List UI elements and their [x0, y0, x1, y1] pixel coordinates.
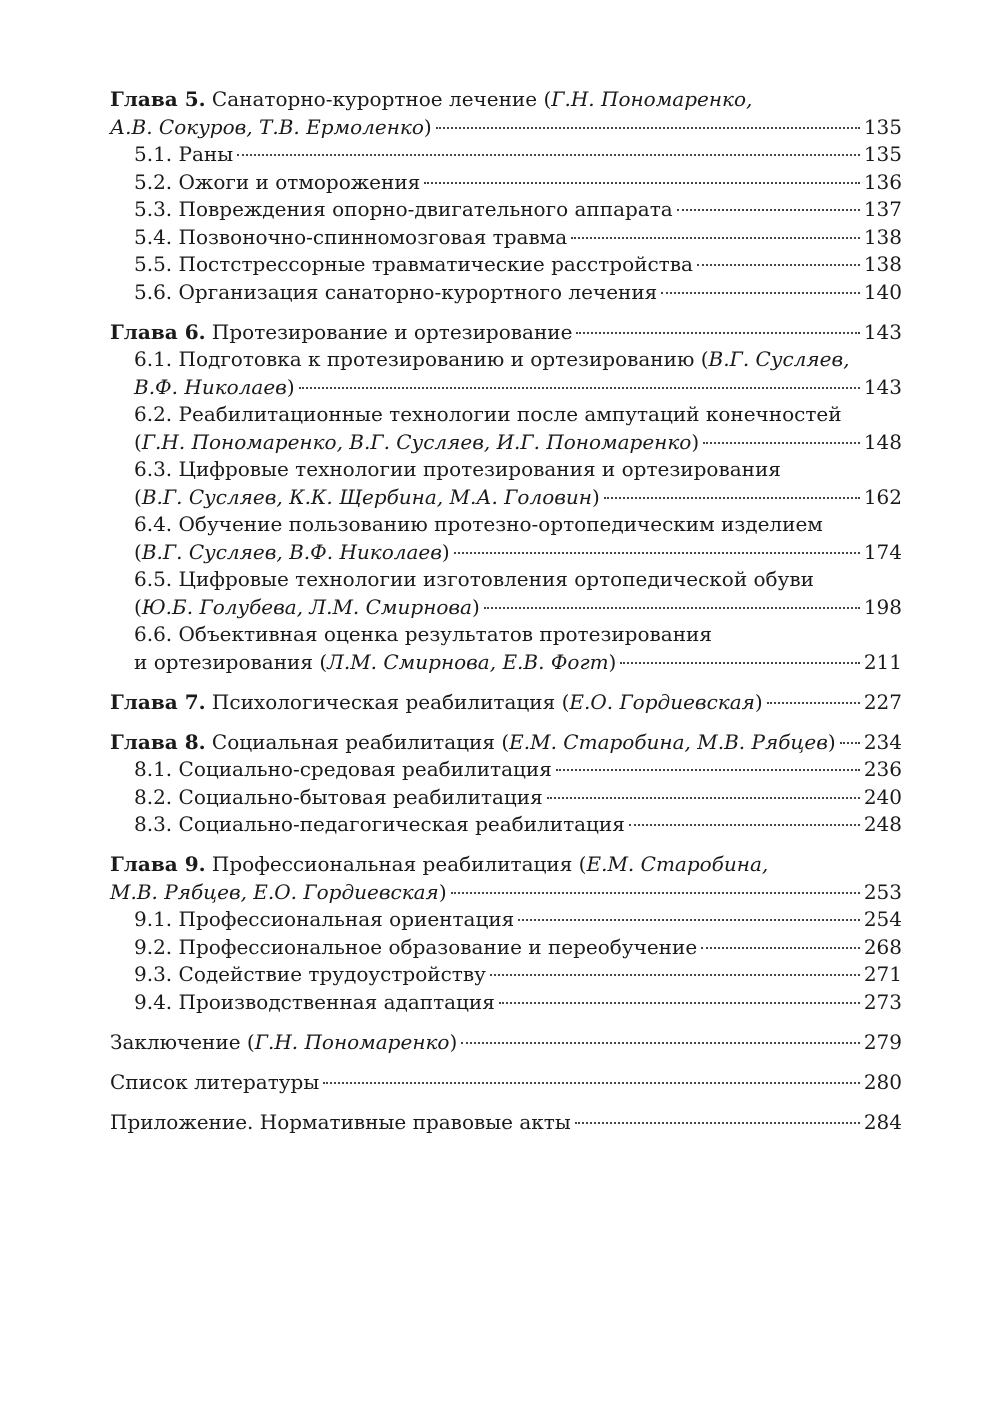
toc-conclusion[interactable] — [110, 1029, 902, 1057]
toc-item-6-5[interactable] — [110, 566, 902, 621]
dot-leader — [490, 974, 860, 976]
item-title: 5.3. Повреждения опорно-двигательного аппарата — [134, 197, 673, 221]
paren-close: ) — [449, 1029, 458, 1054]
author-names: А.В. Сокуров, Т.В. Ермоленко — [110, 114, 424, 139]
page-number: 135 — [863, 114, 902, 139]
toc-item-8-2[interactable] — [110, 784, 902, 812]
item-title: 6.3. Цифровые технологии протезирования и ортезирования — [134, 457, 781, 481]
paren-close: ) — [286, 374, 295, 399]
item-title: и ортезирования ( — [134, 649, 328, 674]
page-number: 234 — [863, 729, 902, 754]
toc-entry-line — [110, 86, 902, 114]
toc-item-6-1[interactable] — [110, 346, 902, 401]
page-number: 136 — [863, 169, 902, 194]
paren-open: ( — [134, 539, 142, 564]
chapter-label: Глава 5. — [110, 87, 206, 111]
toc-item-6-4[interactable] — [110, 511, 902, 566]
author-names: В.Г. Сусляев, К.К. Щербина, М.А. Головин — [141, 484, 592, 509]
item-title: Приложение. Нормативные правовые акты — [110, 1109, 571, 1134]
page-number: 253 — [863, 879, 902, 904]
paren-close: ) — [827, 729, 836, 754]
dot-leader — [701, 947, 860, 949]
page-number: 148 — [863, 429, 902, 454]
item-title: 5.1. Раны — [134, 142, 234, 166]
item-title: 6.2. Реабилитационные технологии после ампутаций конечностей — [134, 402, 842, 426]
dot-leader — [499, 1002, 860, 1004]
chapter-title: Социальная реабилитация ( — [205, 729, 510, 754]
author-names: В.Г. Сусляев, В.Ф. Николаев — [141, 539, 442, 564]
chapter-label: Глава 9. — [110, 852, 206, 876]
chapter-label: Глава 7. — [110, 689, 206, 714]
page-number: 174 — [863, 539, 902, 564]
page-number: 279 — [863, 1029, 902, 1054]
chapter-title: Психологическая реабилитация ( — [205, 689, 570, 714]
page-number: 162 — [863, 484, 902, 509]
paren-open: ( — [134, 484, 142, 509]
paren-open: ( — [134, 594, 142, 619]
toc-item-5-5[interactable] — [110, 251, 902, 279]
page-number: 211 — [863, 649, 902, 674]
dot-leader — [661, 292, 860, 294]
item-title: 5.4. Позвоночно-спинномозговая травма — [134, 224, 568, 249]
toc-appendix[interactable] — [110, 1109, 902, 1137]
page-number: 137 — [863, 197, 902, 221]
item-title: 8.3. Социально-педагогическая реабилитация — [134, 812, 625, 836]
paren-close: ) — [471, 594, 480, 619]
item-title: Заключение ( — [110, 1029, 255, 1054]
author-names: В.Г. Сусляев, — [708, 347, 850, 371]
author-names: Е.М. Старобина, — [586, 852, 769, 876]
paren-close: ) — [608, 649, 617, 674]
dot-leader — [518, 919, 860, 921]
page-number: 280 — [863, 1069, 902, 1094]
author-names: Е.О. Гордиевская — [569, 689, 755, 714]
paren-close: ) — [441, 539, 450, 564]
dot-leader — [556, 769, 860, 771]
author-names: М.В. Рябцев, Е.О. Гордиевская — [110, 879, 439, 904]
chapter-label: Глава 6. — [110, 319, 206, 344]
chapter-title: Санаторно-курортное лечение ( — [205, 87, 552, 111]
item-title: 5.6. Организация санаторно-курортного лечения — [134, 279, 658, 304]
item-title: 9.1. Профессиональная ориентация — [134, 907, 515, 931]
item-title: 9.4. Производственная адаптация — [134, 989, 495, 1014]
dot-leader — [571, 237, 860, 239]
item-title: 5.5. Постстрессорные травматические расстройства — [134, 252, 693, 276]
chapter-title: Протезирование и ортезирование — [205, 319, 573, 344]
toc-item-6-2[interactable] — [110, 401, 902, 456]
page-number: 227 — [863, 689, 902, 714]
item-title: 8.1. Социально-средовая реабилитация — [134, 757, 552, 781]
dot-leader — [299, 387, 860, 389]
toc-item-5-3[interactable] — [110, 196, 902, 224]
chapter-title: Профессиональная реабилитация ( — [205, 852, 587, 876]
toc-item-5-4[interactable] — [110, 224, 902, 252]
page-number: 254 — [863, 907, 902, 931]
paren-open: ( — [134, 429, 142, 454]
item-title: 6.1. Подготовка к протезированию и ортезированию ( — [134, 347, 709, 371]
item-title: 9.2. Профессиональное образование и переобучение — [134, 934, 698, 959]
page-number: 273 — [863, 989, 902, 1014]
author-names: Г.Н. Пономаренко, В.Г. Сусляев, И.Г. Пономаренко — [141, 429, 692, 454]
author-names: В.Ф. Николаев — [134, 374, 287, 399]
chapter-label: Глава 8. — [110, 729, 206, 754]
paren-close: ) — [754, 689, 763, 714]
item-title: Список литературы — [110, 1069, 320, 1094]
dot-leader — [454, 552, 860, 554]
dot-leader — [767, 702, 860, 704]
dot-leader — [575, 1122, 860, 1124]
toc-chapter-8[interactable] — [110, 729, 902, 757]
page-number: 271 — [863, 962, 902, 986]
toc-chapter-9[interactable] — [110, 851, 902, 906]
toc-item-8-1[interactable] — [110, 756, 902, 784]
dot-leader — [451, 892, 860, 894]
paren-close: ) — [691, 429, 700, 454]
toc-entry-line — [110, 114, 902, 142]
page-number: 198 — [863, 594, 902, 619]
table-of-contents — [110, 86, 902, 1136]
toc-item-9-2[interactable] — [110, 934, 902, 962]
author-names: Ю.Б. Голубева, Л.М. Смирнова — [141, 594, 472, 619]
toc-item-9-1[interactable] — [110, 906, 902, 934]
paren-close: ) — [423, 114, 432, 139]
author-names: Г.Н. Пономаренко — [254, 1029, 450, 1054]
page-number: 284 — [863, 1109, 902, 1134]
dot-leader — [629, 824, 860, 826]
item-title: 9.3. Содействие трудоустройству — [134, 962, 486, 986]
toc-chapter-6[interactable] — [110, 319, 902, 347]
page-number: 240 — [863, 784, 902, 809]
dot-leader — [547, 797, 860, 799]
page-number: 138 — [863, 224, 902, 249]
item-title: 8.2. Социально-бытовая реабилитация — [134, 784, 543, 809]
dot-leader — [237, 154, 860, 156]
dot-leader — [677, 209, 860, 211]
page-number: 135 — [863, 142, 902, 166]
dot-leader — [424, 182, 860, 184]
item-title: 6.4. Обучение пользованию протезно-ортопедическим изделием — [134, 512, 823, 536]
item-title: 5.2. Ожоги и отморожения — [134, 169, 421, 194]
dot-leader — [484, 607, 860, 609]
page-number: 138 — [863, 252, 902, 276]
toc-item-5-2[interactable] — [110, 169, 902, 197]
dot-leader — [703, 442, 860, 444]
dot-leader — [323, 1082, 860, 1084]
toc-references[interactable] — [110, 1069, 902, 1097]
page-number: 143 — [863, 319, 902, 344]
toc-chapter-7[interactable] — [110, 689, 902, 717]
paren-close: ) — [438, 879, 447, 904]
author-names: Л.М. Смирнова, Е.В. Фогт — [327, 649, 609, 674]
toc-item-6-6[interactable] — [110, 621, 902, 676]
page-number: 268 — [863, 934, 902, 959]
dot-leader — [436, 127, 860, 129]
dot-leader — [840, 742, 860, 744]
dot-leader — [697, 264, 860, 266]
item-title: 6.6. Объективная оценка результатов протезирования — [134, 622, 712, 646]
author-names: Е.М. Старобина, М.В. Рябцев — [509, 729, 828, 754]
page-number: 143 — [863, 374, 902, 399]
paren-close: ) — [591, 484, 600, 509]
toc-item-6-3[interactable] — [110, 456, 902, 511]
author-names: Г.Н. Пономаренко, — [551, 87, 753, 111]
toc-chapter-5[interactable] — [110, 86, 902, 141]
page-number: 236 — [863, 757, 902, 781]
dot-leader — [576, 332, 859, 334]
item-title: 6.5. Цифровые технологии изготовления ортопедической обуви — [134, 567, 814, 591]
page-number: 248 — [863, 812, 902, 836]
toc-item-5-6[interactable] — [110, 279, 902, 307]
toc-item-5-1[interactable] — [110, 141, 902, 169]
dot-leader — [461, 1042, 860, 1044]
toc-item-8-3[interactable] — [110, 811, 902, 839]
dot-leader — [620, 662, 859, 664]
page-number: 140 — [863, 279, 902, 304]
toc-item-9-3[interactable] — [110, 961, 902, 989]
toc-item-9-4[interactable] — [110, 989, 902, 1017]
dot-leader — [604, 497, 860, 499]
